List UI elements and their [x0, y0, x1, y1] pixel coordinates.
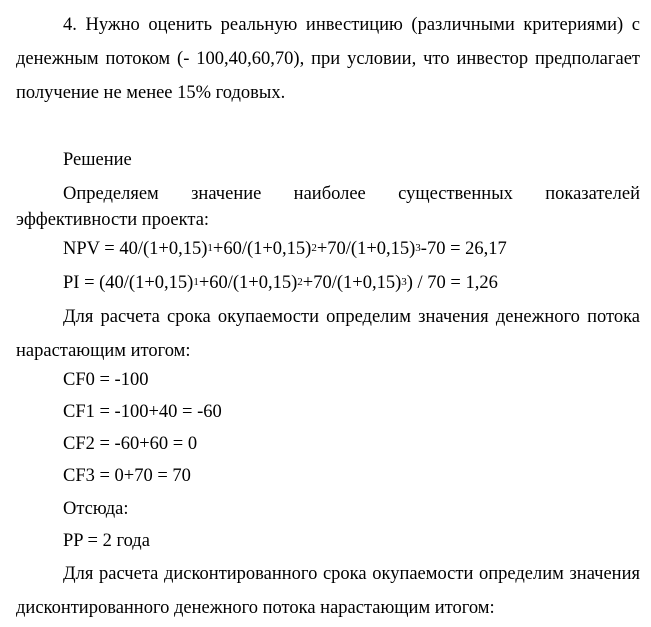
pi-part-2: +60/(1+0,15) — [198, 273, 298, 293]
pi-exponent-1: 1 — [193, 276, 199, 288]
cf-line: CF0 = -100 — [63, 370, 149, 390]
intro-line-1: Определяем значение наиболее существенных показателей — [63, 184, 640, 204]
discounted-intro-line-2: дисконтированного денежного потока нарастающим итогом: — [16, 598, 495, 618]
npv-exponent-1: 1 — [207, 242, 213, 254]
payback-intro-line-1: Для расчета срока окупаемости определим значения денежного потока — [63, 307, 640, 327]
npv-exponent-2: 2 — [311, 242, 317, 254]
intro-line-2: эффективности проекта: — [16, 210, 210, 230]
pi-part-3: +70/(1+0,15) — [302, 273, 402, 293]
cf-line: CF1 = -100+40 = -60 — [63, 402, 222, 422]
payback-result: PP = 2 года — [63, 531, 150, 551]
npv-exponent-3: 3 — [415, 242, 421, 254]
pi-exponent-2: 2 — [297, 276, 303, 288]
solution-heading: Решение — [63, 150, 132, 170]
pi-exponent-3: 3 — [401, 276, 407, 288]
npv-part-1: NPV = 40/(1+0,15) — [63, 239, 208, 259]
npv-part-4: -70 = 26,17 — [420, 239, 507, 259]
task-line-3: получение не менее 15% годовых. — [16, 83, 286, 103]
pi-part-4: ) / 70 = 1,26 — [406, 273, 498, 293]
discounted-intro-line-1: Для расчета дисконтированного срока окупаемости определим значения — [63, 564, 640, 584]
cf-line: CF2 = -60+60 = 0 — [63, 434, 198, 454]
task-line-2: денежным потоком (- 100,40,60,70), при условии, что инвестор предполагает — [16, 49, 640, 69]
payback-intro-line-2: нарастающим итогом: — [16, 341, 191, 361]
npv-formula — [63, 237, 640, 261]
pi-formula — [63, 271, 640, 295]
npv-part-3: +70/(1+0,15) — [316, 239, 416, 259]
npv-part-2: +60/(1+0,15) — [212, 239, 312, 259]
hence-label: Отсюда: — [63, 499, 129, 519]
task-line-1: 4. Нужно оценить реальную инвестицию (различными критериями) с — [63, 15, 640, 35]
cf-line: CF3 = 0+70 = 70 — [63, 466, 191, 486]
pi-part-1: PI = (40/(1+0,15) — [63, 273, 194, 293]
